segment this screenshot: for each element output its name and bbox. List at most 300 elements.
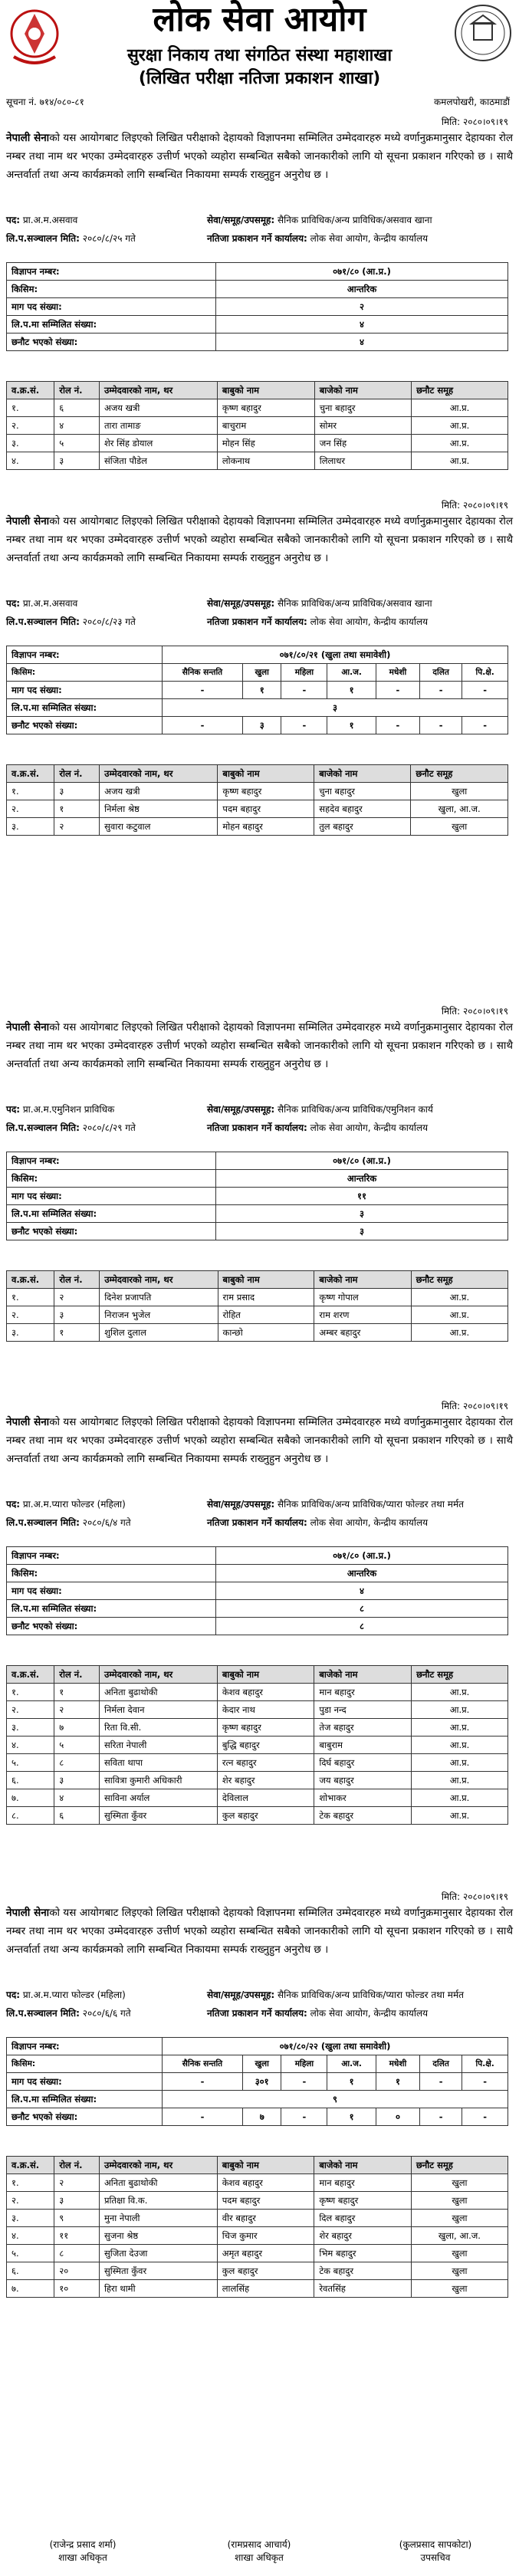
post-label: पद: xyxy=(6,1499,20,1510)
candidate-cell: ३. xyxy=(7,1324,54,1342)
column-header: उम्मेदवारको नाम, थर xyxy=(100,765,218,783)
ad-row-label: छनौट भएको संख्या: xyxy=(7,334,216,351)
publisher-value: लोक सेवा आयोग, केन्द्रीय कार्यालय xyxy=(310,616,429,627)
ad-demand-cell: १ xyxy=(327,2073,376,2091)
candidate-cell: मान बहादुर xyxy=(314,2174,412,2192)
service-info xyxy=(207,213,432,226)
ad-attend-value: ३ xyxy=(163,699,508,717)
column-header: बाबुको नाम xyxy=(217,2157,314,2174)
signatory-title: उपसचिव xyxy=(420,2552,451,2563)
post-info xyxy=(6,596,77,610)
candidate-cell: टेक बहादुर xyxy=(314,1807,412,1825)
candidate-row xyxy=(7,800,508,818)
candidate-cell: खुला, आ.ज. xyxy=(411,800,508,818)
candidate-cell: २. xyxy=(7,1306,54,1324)
ad-attend-row xyxy=(7,699,508,717)
ad-row-value: ८ xyxy=(216,1600,508,1618)
candidate-row xyxy=(7,1324,508,1342)
post-value: प्रा.अ.म.प्यारा फोल्डर (महिला) xyxy=(22,1990,126,2000)
ad-row xyxy=(7,298,508,316)
ad-row xyxy=(7,1170,508,1188)
ad-category-row xyxy=(7,2055,508,2073)
candidate-cell: दिल बहादुर xyxy=(314,2210,412,2227)
candidate-cell: कुल बहादुर xyxy=(217,2262,314,2280)
ad-row-label: विज्ञापन नम्बर: xyxy=(7,1152,216,1170)
candidate-cell: लालसिंह xyxy=(217,2280,314,2298)
ad-category: किसिम: xyxy=(7,2055,163,2073)
candidate-row xyxy=(7,1772,508,1789)
candidate-cell: केदार नाथ xyxy=(217,1701,314,1719)
candidate-header-row xyxy=(7,382,508,399)
publisher-label: नतिजा प्रकाशन गर्ने कार्यालय: xyxy=(207,233,307,244)
publisher-info xyxy=(207,2006,428,2019)
exam-date-label: लि.प.सञ्चालन मिति: xyxy=(6,2008,80,2019)
candidate-cell: बुद्धि बहादुर xyxy=(217,1737,314,1754)
candidate-cell: बाबुराम xyxy=(314,1737,412,1754)
ad-row xyxy=(7,1152,508,1170)
candidate-cell: सुस्मिता कुँवर xyxy=(99,1807,217,1825)
post-value: प्रा.अ.म.प्यारा फोल्डर (महिला) xyxy=(22,1499,126,1510)
signatory-name: (राजेन्द्र प्रसाद शर्मा) xyxy=(49,2539,117,2550)
ad-category: खुला xyxy=(242,664,281,682)
candidate-cell: खुला xyxy=(411,818,508,836)
exam-date-value: २०८०/८/२५ गते xyxy=(82,233,136,244)
column-header: व.क्र.सं. xyxy=(7,1271,54,1289)
candidate-cell: केशव बहादुर xyxy=(217,1684,314,1701)
candidate-row xyxy=(7,1306,508,1324)
candidate-cell: अनिता बुढाथोकी xyxy=(99,1684,217,1701)
exam-date-info xyxy=(6,1121,136,1134)
column-header: छनौट समूह xyxy=(412,1666,508,1684)
ad-demand-cell: १ xyxy=(327,682,376,699)
candidate-cell: २. xyxy=(7,2192,54,2210)
notice-paragraph xyxy=(6,1413,513,1468)
candidate-cell: कान्छो xyxy=(218,1324,314,1342)
column-header: बाबुको नाम xyxy=(218,765,314,783)
service-info xyxy=(207,1102,433,1116)
candidate-cell: भिम बहादुर xyxy=(314,2245,412,2262)
ad-category: खुला xyxy=(242,2055,281,2073)
publisher-value: लोक सेवा आयोग, केन्द्रीय कार्यालय xyxy=(310,1517,429,1528)
ad-selected-cell: ३ xyxy=(242,717,281,734)
candidate-row xyxy=(7,1719,508,1737)
ad-selected-cell: - xyxy=(376,717,419,734)
post-value: प्रा.अ.म.असवाव xyxy=(22,215,78,225)
ad-row xyxy=(7,281,508,298)
candidate-cell: आ.प्र. xyxy=(412,1807,508,1825)
candidate-row xyxy=(7,399,508,417)
ad-row-value: ११ xyxy=(216,1188,508,1205)
ad-row-value: ३ xyxy=(216,1223,508,1240)
service-label: सेवा/समूह/उपसमूह: xyxy=(207,1990,275,2000)
service-value: सैनिक प्राविधिक/अन्य प्राविधिक/असवाव खाना xyxy=(278,598,432,609)
ad-selected-cell: - xyxy=(420,2108,462,2126)
candidate-row xyxy=(7,417,508,435)
candidate-cell: हिरा थामी xyxy=(99,2280,217,2298)
column-header: रोल नं. xyxy=(54,382,100,399)
exam-date-label: लि.प.सञ्चालन मिति: xyxy=(6,1122,80,1133)
candidate-cell: लिलाधर xyxy=(314,452,411,470)
column-header: बाबुको नाम xyxy=(217,1666,314,1684)
candidate-cell: सुजिता देउजा xyxy=(99,2245,217,2262)
publisher-value: लोक सेवा आयोग, केन्द्रीय कार्यालय xyxy=(310,2008,429,2019)
candidate-cell: कृष्ण बहादुर xyxy=(218,783,314,800)
advertisement-table xyxy=(6,2037,508,2126)
service-info xyxy=(207,1497,464,1510)
ad-number-label: विज्ञापन नम्बर: xyxy=(7,646,163,664)
candidate-cell: सहदेव बहादुर xyxy=(314,800,411,818)
advertisement-table xyxy=(6,1152,508,1240)
candidate-cell: ३ xyxy=(54,783,100,800)
page-subtitle-2: (लिखित परीक्षा नतिजा प्रकाशन शाखा) xyxy=(138,69,381,88)
ad-demand-cell: - xyxy=(163,2073,243,2091)
candidate-cell: मान बहादुर xyxy=(314,1684,412,1701)
publisher-label: नतिजा प्रकाशन गर्ने कार्यालय: xyxy=(207,2008,307,2019)
candidate-cell: तुल बहादुर xyxy=(314,818,411,836)
ad-row-label: विज्ञापन नम्बर: xyxy=(7,263,216,281)
ad-row-value: आन्तरिक xyxy=(216,281,508,298)
column-header: बाजेको नाम xyxy=(314,765,411,783)
candidate-cell: अम्बर बहादुर xyxy=(314,1324,411,1342)
candidate-cell: खुला xyxy=(411,2280,508,2298)
service-label: सेवा/समूह/उपसमूह: xyxy=(207,1499,275,1510)
signatory-title: शाखा अधिकृत xyxy=(235,2552,284,2563)
candidate-cell: १. xyxy=(7,399,54,417)
candidate-row xyxy=(7,2262,508,2280)
header xyxy=(0,0,519,92)
column-header: उम्मेदवारको नाम, थर xyxy=(99,2157,217,2174)
column-header: छनौट समूह xyxy=(411,1271,508,1289)
ad-selected-cell: छनौट भएको संख्या: xyxy=(7,2108,163,2126)
publisher-info xyxy=(207,232,428,245)
service-value: सैनिक प्राविधिक/अन्य प्राविधिक/एमुनिशन कार्य xyxy=(278,1104,433,1115)
candidate-cell: ६. xyxy=(7,1772,54,1789)
ad-row-label: लि.प.मा सम्मिलित संख्या: xyxy=(7,1205,216,1223)
ad-demand-cell: माग पद संख्या: xyxy=(7,682,163,699)
org-name: नेपाली सेना xyxy=(6,515,50,527)
ad-number: ०७१/८०/२२ (खुला तथा समावेशी) xyxy=(163,2038,508,2055)
candidate-cell: दिनेश प्रजापति xyxy=(100,1289,218,1306)
ad-demand-cell: १ xyxy=(376,2073,419,2091)
candidate-cell: रेवतसिंह xyxy=(314,2280,412,2298)
org-name: नेपाली सेना xyxy=(6,1021,50,1033)
exam-date-info xyxy=(6,2006,131,2019)
ad-category: किसिम: xyxy=(7,664,163,682)
candidate-cell: शेर बहादुर xyxy=(217,1772,314,1789)
ad-selected-cell: - xyxy=(462,2108,508,2126)
publisher-info xyxy=(207,615,428,628)
ad-category: मधेशी xyxy=(376,664,419,682)
column-header: रोल नं. xyxy=(54,765,100,783)
post-value: प्रा.अ.म.एमुनिशन प्राविधिक xyxy=(22,1104,115,1115)
ad-demand-row xyxy=(7,682,508,699)
service-info xyxy=(207,596,432,610)
candidate-cell: सुवारा कटुवाल xyxy=(100,818,218,836)
candidate-cell: आ.प्र. xyxy=(412,1701,508,1719)
candidate-cell: ७. xyxy=(7,1789,54,1807)
candidate-cell: केशव बहादुर xyxy=(217,2174,314,2192)
service-label: सेवा/समूह/उपसमूह: xyxy=(207,598,275,609)
candidate-cell: ११ xyxy=(54,2227,100,2245)
candidate-cell: वीर बहादुर xyxy=(217,2210,314,2227)
ad-demand-cell: - xyxy=(462,2073,508,2091)
candidate-row xyxy=(7,1754,508,1772)
notice-body: को यस आयोगबाट लिइएको लिखित परीक्षाको देहायको विज्ञापनमा सम्मिलित उम्मेदवारहरु मध्ये वर्णानुक्रमानुसार देहायका रोल नम्बर तथा नाम थर भएका उम्मेदवारहरु उत्तीर्ण भएको व्यहोरा सम्बन्धित सबैको जानकारीको लागि यो सूचना प्रकाशन गरिएको छ । साथै अन्तर्वार्ता तथा अन्य कार्यक्रमको लागि सम्बन्धित निकायमा सम्पर्क राख्नुहुन अनुरोध छ । xyxy=(6,1907,513,1956)
candidate-cell: रोहित xyxy=(218,1306,314,1324)
notice-body: को यस आयोगबाट लिइएको लिखित परीक्षाको देहायको विज्ञापनमा सम्मिलित उम्मेदवारहरु मध्ये वर्णानुक्रमानुसार देहायका रोल नम्बर तथा नाम थर भएका उम्मेदवारहरु उत्तीर्ण भएको व्यहोरा सम्बन्धित सबैको जानकारीको लागि यो सूचना प्रकाशन गरिएको छ । साथै अन्तर्वार्ता तथा अन्य कार्यक्रमको लागि सम्बन्धित निकायमा सम्पर्क राख्नुहुन अनुरोध छ । xyxy=(6,1021,513,1070)
candidate-cell: चुना बहादुर xyxy=(314,783,411,800)
candidate-header-row xyxy=(7,765,508,783)
candidate-cell: १. xyxy=(7,2174,54,2192)
advertisement-table xyxy=(6,262,508,351)
candidate-table xyxy=(6,381,508,470)
ad-row-label: छनौट भएको संख्या: xyxy=(7,1223,216,1240)
candidate-cell: लोकनाथ xyxy=(217,452,314,470)
candidate-header-row xyxy=(7,1666,508,1684)
candidate-cell: २ xyxy=(54,1289,100,1306)
notice-date: मिति: २०८०।०९।१९ xyxy=(441,500,508,511)
publisher-label: नतिजा प्रकाशन गर्ने कार्यालय: xyxy=(207,1122,307,1133)
candidate-cell: ५ xyxy=(54,1737,100,1754)
ad-row-value: ०७१/८० (आ.प्र.) xyxy=(216,1547,508,1565)
candidate-cell: ३. xyxy=(7,1719,54,1737)
exam-date-info xyxy=(6,232,136,245)
org-name: नेपाली सेना xyxy=(6,1907,50,1919)
ad-row-value: ०७१/८० (आ.प्र.) xyxy=(216,263,508,281)
ad-selected-cell: - xyxy=(281,717,327,734)
candidate-cell: शुशिल दुलाल xyxy=(100,1324,218,1342)
candidate-cell: दिर्घ बहादुर xyxy=(314,1754,412,1772)
candidate-cell: २ xyxy=(54,2174,100,2192)
candidate-cell: रत्न बहादुर xyxy=(217,1754,314,1772)
ad-row xyxy=(7,1205,508,1223)
ad-attend-row xyxy=(7,2091,508,2108)
ad-row-value: ४ xyxy=(216,334,508,351)
candidate-cell: १. xyxy=(7,1289,54,1306)
candidate-row xyxy=(7,1684,508,1701)
candidate-cell: आ.प्र. xyxy=(412,1719,508,1737)
ad-number: ०७१/८०/२१ (खुला तथा समावेशी) xyxy=(163,646,508,664)
ad-row-value: ०७१/८० (आ.प्र.) xyxy=(216,1152,508,1170)
ad-category: महिला xyxy=(281,664,327,682)
column-header: रोल नं. xyxy=(54,1666,100,1684)
notice-paragraph xyxy=(6,512,513,567)
notice-date: मिति: २०८०।०९।१९ xyxy=(441,1401,508,1411)
post-value: प्रा.अ.म.असवाव xyxy=(22,598,78,609)
candidate-cell: ४. xyxy=(7,1737,54,1754)
office-location: कमलपोखरी, काठमाडौं xyxy=(433,97,510,107)
candidate-cell: जन सिंह xyxy=(314,435,411,452)
candidate-cell: मुना नेपाली xyxy=(99,2210,217,2227)
candidate-cell: ६ xyxy=(54,399,100,417)
ad-category: मधेशी xyxy=(376,2055,419,2073)
candidate-cell: ३. xyxy=(7,818,54,836)
candidate-cell: जय बहादुर xyxy=(314,1772,412,1789)
candidate-cell: कृष्ण बहादुर xyxy=(217,399,314,417)
candidate-cell: खुला xyxy=(411,2245,508,2262)
candidate-cell: आ.प्र. xyxy=(411,1289,508,1306)
candidate-cell: ७. xyxy=(7,2280,54,2298)
candidate-cell: संजिता पौडेल xyxy=(99,452,217,470)
service-value: सैनिक प्राविधिक/अन्य प्राविधिक/असवाव खाना xyxy=(278,215,432,225)
publisher-value: लोक सेवा आयोग, केन्द्रीय कार्यालय xyxy=(310,233,429,244)
candidate-cell: ८ xyxy=(54,1754,100,1772)
ad-selected-cell: छनौट भएको संख्या: xyxy=(7,717,163,734)
ad-row xyxy=(7,1618,508,1635)
publisher-label: नतिजा प्रकाशन गर्ने कार्यालय: xyxy=(207,616,307,627)
candidate-row xyxy=(7,452,508,470)
candidate-cell: ५. xyxy=(7,2245,54,2262)
column-header: छनौट समूह xyxy=(411,2157,508,2174)
candidate-cell: अजय खत्री xyxy=(99,399,217,417)
column-header: व.क्र.सं. xyxy=(7,765,54,783)
candidate-cell: ४ xyxy=(54,417,100,435)
exam-date-value: २०८०/८/२३ गते xyxy=(82,616,136,627)
signature-2 xyxy=(182,2538,336,2564)
candidate-cell: ३ xyxy=(54,2192,100,2210)
ad-demand-cell: - xyxy=(163,682,243,699)
ad-row xyxy=(7,2038,508,2055)
candidate-cell: ५ xyxy=(54,435,100,452)
ad-selected-cell: - xyxy=(163,717,243,734)
candidate-cell: २. xyxy=(7,417,54,435)
column-header: व.क्र.सं. xyxy=(7,2157,54,2174)
ad-row-label: लि.प.मा सम्मिलित संख्या: xyxy=(7,316,216,334)
candidate-cell: खुला xyxy=(411,2210,508,2227)
ad-selected-cell: ७ xyxy=(242,2108,281,2126)
ad-category: दलित xyxy=(420,2055,462,2073)
candidate-header-row xyxy=(7,1271,508,1289)
publisher-info xyxy=(207,1121,428,1134)
candidate-cell: ३ xyxy=(54,1772,100,1789)
column-header: उम्मेदवारको नाम, थर xyxy=(100,1271,218,1289)
candidate-cell: खुला xyxy=(411,783,508,800)
service-label: सेवा/समूह/उपसमूह: xyxy=(207,1104,275,1115)
ad-category-row xyxy=(7,664,508,682)
notice-body: को यस आयोगबाट लिइएको लिखित परीक्षाको देहायको विज्ञापनमा सम्मिलित उम्मेदवारहरु मध्ये वर्णानुक्रमानुसार देहायका रोल नम्बर तथा नाम थर भएका उम्मेदवारहरु उत्तीर्ण भएको व्यहोरा सम्बन्धित सबैको जानकारीको लागि यो सूचना प्रकाशन गरिएको छ । साथै अन्तर्वार्ता तथा अन्य कार्यक्रमको लागि सम्बन्धित निकायमा सम्पर्क राख्नुहुन अनुरोध छ । xyxy=(6,132,513,181)
ad-category: पि.क्षे. xyxy=(462,664,508,682)
ad-category: सैनिक सन्तति xyxy=(163,2055,243,2073)
candidate-cell: १० xyxy=(54,2280,100,2298)
candidate-table xyxy=(6,2156,508,2298)
ad-selected-cell: १ xyxy=(327,2108,376,2126)
ad-row-label: किसिम: xyxy=(7,1565,216,1582)
notice-body: को यस आयोगबाट लिइएको लिखित परीक्षाको देहायको विज्ञापनमा सम्मिलित उम्मेदवारहरु मध्ये वर्णानुक्रमानुसार देहायका रोल नम्बर तथा नाम थर भएका उम्मेदवारहरु उत्तीर्ण भएको व्यहोरा सम्बन्धित सबैको जानकारीको लागि यो सूचना प्रकाशन गरिएको छ । साथै अन्तर्वार्ता तथा अन्य कार्यक्रमको लागि सम्बन्धित निकायमा सम्पर्क राख्नुहुन अनुरोध छ । xyxy=(6,515,513,564)
ad-category: पि.क्षे. xyxy=(462,2055,508,2073)
column-header: व.क्र.सं. xyxy=(7,382,54,399)
notice-paragraph xyxy=(6,129,513,184)
ad-demand-cell: १ xyxy=(242,682,281,699)
column-header: बाबुको नाम xyxy=(218,1271,314,1289)
org-name: नेपाली सेना xyxy=(6,1416,50,1428)
candidate-cell: सरिता नेपाली xyxy=(99,1737,217,1754)
candidate-row xyxy=(7,783,508,800)
column-header: बाजेको नाम xyxy=(314,382,411,399)
ad-selected-cell: ० xyxy=(376,2108,419,2126)
candidate-cell: शोभाकर xyxy=(314,1789,412,1807)
notice-date: मिति: २०८०।०९।१९ xyxy=(441,1006,508,1017)
ad-attend-label: लि.प.मा सम्मिलित संख्या: xyxy=(7,699,163,717)
ad-row-label: माग पद संख्या: xyxy=(7,1188,216,1205)
ad-demand-cell: माग पद संख्या: xyxy=(7,2073,163,2091)
advertisement-table xyxy=(6,646,508,734)
candidate-cell: ४. xyxy=(7,452,54,470)
candidate-cell: शेर बहादुर xyxy=(314,2227,412,2245)
candidate-cell: टेक बहादुर xyxy=(314,2262,412,2280)
ad-selected-cell: - xyxy=(281,2108,327,2126)
signatory-title: शाखा अधिकृत xyxy=(58,2552,107,2563)
candidate-cell: अजय खत्री xyxy=(100,783,218,800)
ad-demand-cell: - xyxy=(420,2073,462,2091)
candidate-cell: मोहन सिंह xyxy=(217,435,314,452)
candidate-header-row xyxy=(7,2157,508,2174)
notice-date: मिति: २०८०।०९।१९ xyxy=(441,1891,508,1902)
service-label: सेवा/समूह/उपसमूह: xyxy=(207,215,275,225)
exam-date-info xyxy=(6,615,136,628)
ad-row-label: छनौट भएको संख्या: xyxy=(7,1618,216,1635)
candidate-cell: आ.प्र. xyxy=(412,417,508,435)
candidate-cell: ९ xyxy=(54,2210,100,2227)
ad-row xyxy=(7,1547,508,1565)
ad-demand-cell: - xyxy=(376,682,419,699)
ad-demand-cell: ३०१ xyxy=(242,2073,281,2091)
ad-category: आ.ज. xyxy=(327,664,376,682)
candidate-cell: खुला xyxy=(411,2262,508,2280)
candidate-cell: १. xyxy=(7,1684,54,1701)
signatory-name: (कुलप्रसाद सापकोटा) xyxy=(399,2539,472,2550)
notice-paragraph xyxy=(6,1904,513,1959)
candidate-cell: ४ xyxy=(54,1789,100,1807)
ad-row-value: ३ xyxy=(216,1205,508,1223)
ad-row-label: माग पद संख्या: xyxy=(7,1582,216,1600)
ad-selected-row xyxy=(7,717,508,734)
ad-category: दलित xyxy=(420,664,462,682)
candidate-cell: तारा तामाङ xyxy=(99,417,217,435)
candidate-cell: ४. xyxy=(7,2227,54,2245)
candidate-cell: कृष्ण गोपाल xyxy=(314,1289,411,1306)
candidate-table xyxy=(6,1270,508,1342)
post-label: पद: xyxy=(6,1990,20,2000)
candidate-cell: निर्मला देवान xyxy=(99,1701,217,1719)
ad-selected-row xyxy=(7,2108,508,2126)
candidate-cell: २० xyxy=(54,2262,100,2280)
candidate-row xyxy=(7,2174,508,2192)
exam-date-info xyxy=(6,1516,131,1529)
advertisement-table xyxy=(6,1546,508,1635)
candidate-cell: १ xyxy=(54,1324,100,1342)
candidate-cell: ८ xyxy=(54,2245,100,2262)
exam-date-label: लि.प.सञ्चालन मिति: xyxy=(6,1517,80,1528)
candidate-row xyxy=(7,2192,508,2210)
column-header: बाजेको नाम xyxy=(314,2157,412,2174)
column-header: बाबुको नाम xyxy=(217,382,314,399)
candidate-cell: ५. xyxy=(7,1754,54,1772)
column-header: छनौट समूह xyxy=(412,382,508,399)
notice-number: सूचना नं. ७१४/०८०-८१ xyxy=(6,97,84,107)
candidate-cell: सावित्रा कुमारी अधिकारी xyxy=(99,1772,217,1789)
candidate-cell: आ.प्र. xyxy=(412,435,508,452)
candidate-cell: पदम बहादुर xyxy=(218,800,314,818)
candidate-row xyxy=(7,1289,508,1306)
post-label: पद: xyxy=(6,1104,20,1115)
candidate-cell: आ.प्र. xyxy=(412,1737,508,1754)
ad-row-label: किसिम: xyxy=(7,281,216,298)
candidate-cell: २. xyxy=(7,800,54,818)
ad-demand-cell: - xyxy=(281,2073,327,2091)
ad-selected-cell: - xyxy=(462,717,508,734)
ad-selected-cell: १ xyxy=(327,717,376,734)
candidate-row xyxy=(7,2245,508,2262)
